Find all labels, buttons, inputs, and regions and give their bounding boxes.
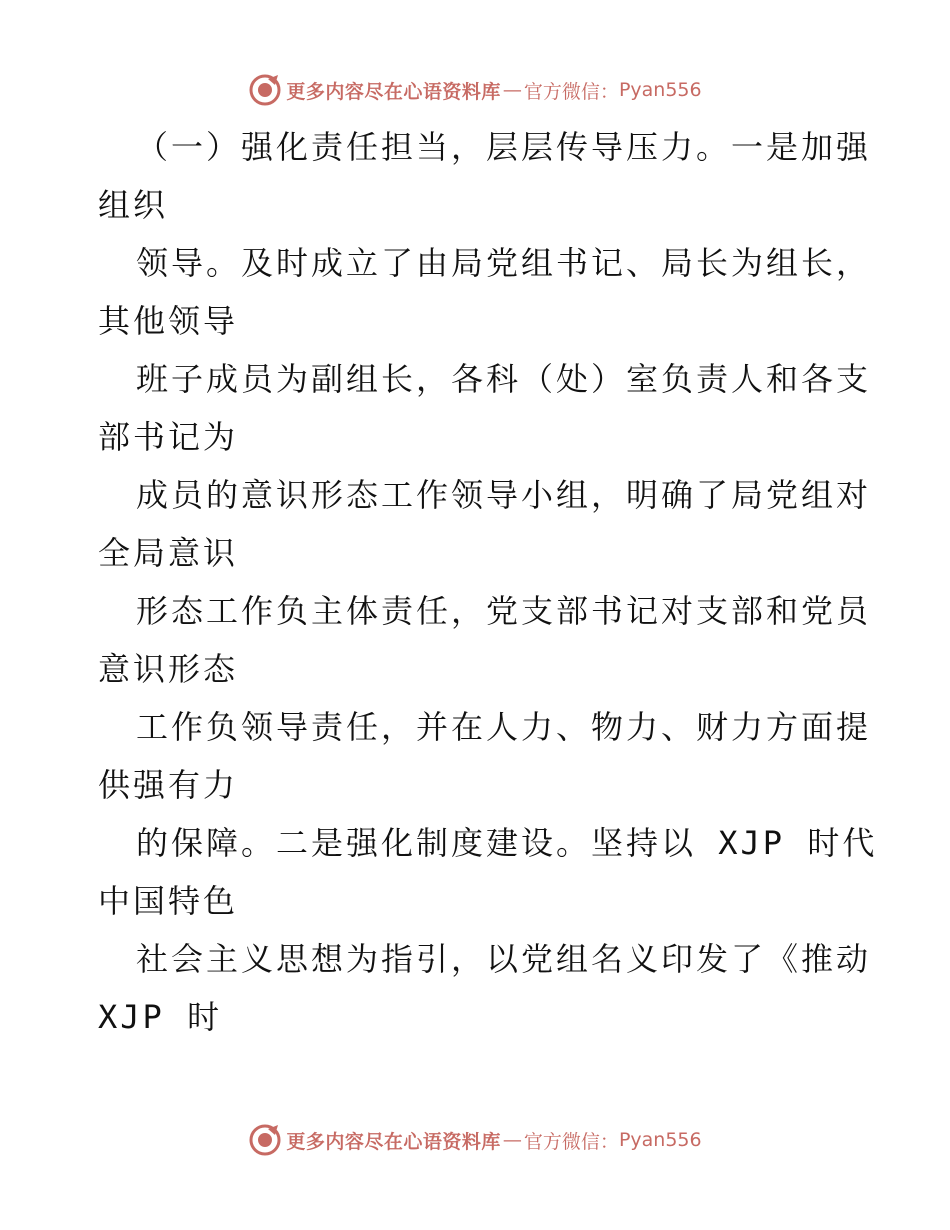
watermark-wechat-id: Pyan556 [618, 1129, 702, 1151]
body-line: XJP 时 [98, 998, 223, 1036]
body-line: 工作负领导责任，并在人力、物力、财力方面提 [136, 708, 872, 746]
body-line: 的保障。二是强化制度建设。坚持以 XJP 时代 [136, 824, 878, 862]
body-line: 社会主义思想为指引，以党组名义印发了《推动 [136, 940, 872, 978]
watermark-dash: — [502, 1129, 522, 1151]
body-line: 全局意识 [98, 534, 239, 572]
watermark-brand: 更多内容尽在心语资料库 [286, 1130, 501, 1153]
body-line: 形态工作负主体责任，党支部书记对支部和党员 [136, 592, 872, 630]
watermark-dash: — [502, 79, 522, 101]
watermark-footer [0, 1122, 950, 1158]
body-line: 领导。及时成立了由局党组书记、局长为组长， [136, 244, 872, 282]
watermark-brand: 更多内容尽在心语资料库 [286, 80, 501, 103]
body-line: 成员的意识形态工作领导小组，明确了局党组对 [136, 476, 872, 514]
document-body [98, 118, 878, 1046]
body-line: 供强有力 [98, 766, 239, 804]
body-line: 其他领导 [98, 302, 239, 340]
body-line: （一）强化责任担当，层层传导压力。一是加强 [136, 128, 872, 166]
brand-logo-icon [248, 1123, 282, 1157]
body-line: 部书记为 [98, 418, 239, 456]
watermark-wechat-label: 官方微信： [523, 80, 619, 103]
body-line: 意识形态 [98, 650, 239, 688]
body-line: 中国特色 [98, 882, 239, 920]
brand-logo-icon [248, 73, 282, 107]
watermark-wechat-label: 官方微信： [523, 1130, 619, 1153]
body-line: 组织 [98, 186, 169, 224]
body-line: 班子成员为副组长，各科（处）室负责人和各支 [136, 360, 872, 398]
watermark-header [0, 72, 950, 108]
watermark-wechat-id: Pyan556 [618, 79, 702, 101]
